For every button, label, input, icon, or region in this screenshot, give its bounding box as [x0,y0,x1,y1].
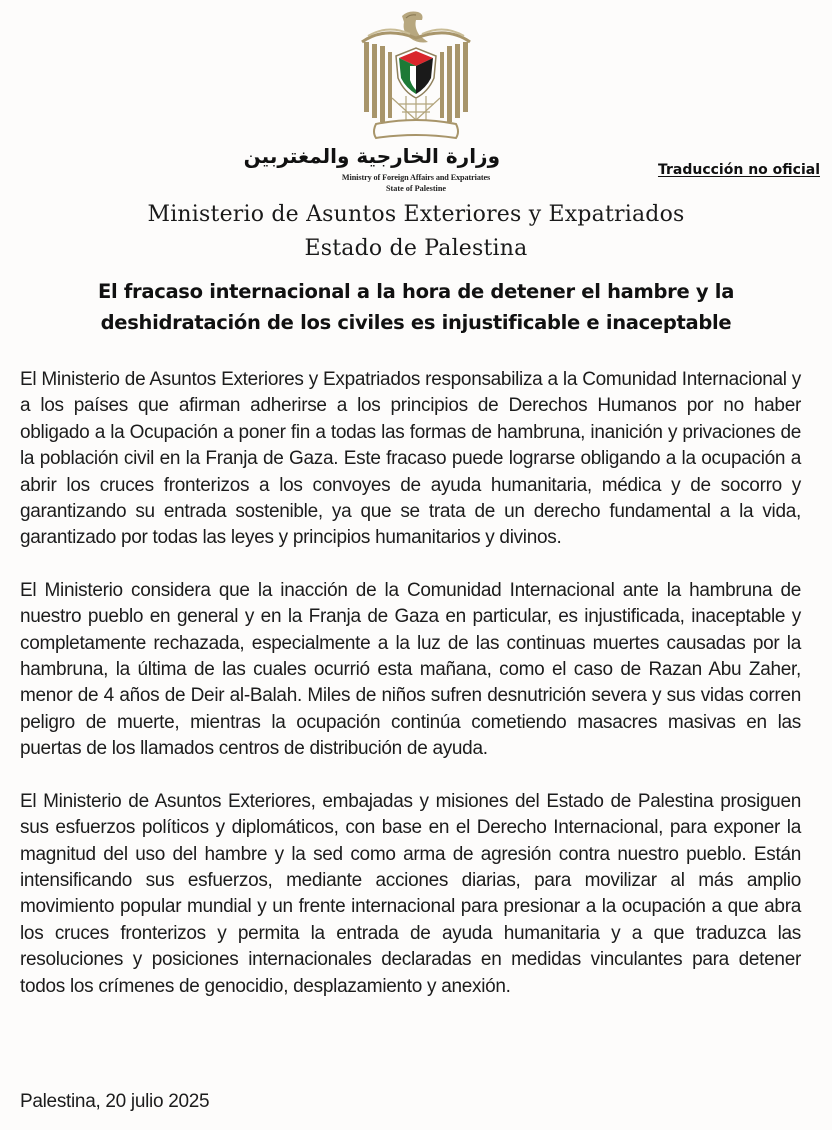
ministry-title-line2: Estado de Palestina [304,236,528,261]
state-name-caption: State of Palestine [385,184,447,193]
body-paragraph: El Ministerio de Asuntos Exteriores y Expatriados responsabiliza a la Comunidad Internacional y a los países que afirman adherirse a los principios de Derechos Humanos por no haber obligado a la Ocupación a poner fin a todas las formas de hambruna, inanición y privaciones de la población civil en la Franja de Gaza. Este fracaso puede lograrse obligando a la ocupación a abrir los cruces fronterizos a los convoyes de ayuda humanitaria, médica y de socorro y garantizando su entrada sostenible, ya que se trata de un derecho fundamental a la vida, garantizado por todas las leyes y principios humanitarios y divinos. [20,369,801,549]
body-paragraph: El Ministerio de Asuntos Exteriores, embajadas y misiones del Estado de Palestina prosiguen sus esfuerzos políticos y diplomáticos, con base en el Derecho Internacional, para exponer la magnitud del uso del hambre y la sed como arma de agresión contra nuestro pueblo. Están intensificando sus esfuerzos, mediante acciones diarias, para movilizar al más amplio movimiento popular mundial y un frente internacional para presionar a la ocupación a que abra los cruces fronterizos y permita la entrada de ayuda humanitaria y a que traduzca las resoluciones y posiciones internacionales declaradas en medidas vinculantes para detener todos los crímenes de genocidio, desplazamiento y anexión. [20,790,801,997]
ministry-title-line1: Ministerio de Asuntos Exteriores y Expatriados [147,202,685,227]
headline-line1: El fracaso internacional a la hora de detener el hambre y la [97,280,735,303]
ministry-emblem [243,8,500,193]
ministry-arabic-name: وزارة الخارجية والمغتربين [243,144,500,168]
ministry-english-name: Ministry of Foreign Affairs and Expatriates [341,173,491,182]
body-paragraph: El Ministerio considera que la inacción de la Comunidad Internacional ante la hambruna de nuestro pueblo en general y en la Franja de Gaza en particular, es injustificada, inaceptable y completamente rechazada, especialmente a la luz de las continuas muertes causadas por la hambruna, la última de las cuales ocurrió esta mañana, como el caso de Razan Abu Zaher, menor de 4 años de Deir al-Balah. Miles de niños sufren desnutrición severa y sus vidas corren peligro de muerte, mientras la ocupación continúa cometiendo masacres masivas en las puertas de los llamados centros de distribución de ayuda. [20,579,801,760]
place-and-date: Palestina, 20 julio 2025 [20,1091,210,1112]
unofficial-translation-label: Traducción no oficial [657,162,820,178]
ministry-title [0,198,832,266]
press-release-body [20,367,801,1026]
headline-line2: deshidratación de los civiles es injustificable e inaceptable [100,311,732,334]
press-release-headline [40,276,792,338]
eagle-emblem-icon [332,8,500,146]
